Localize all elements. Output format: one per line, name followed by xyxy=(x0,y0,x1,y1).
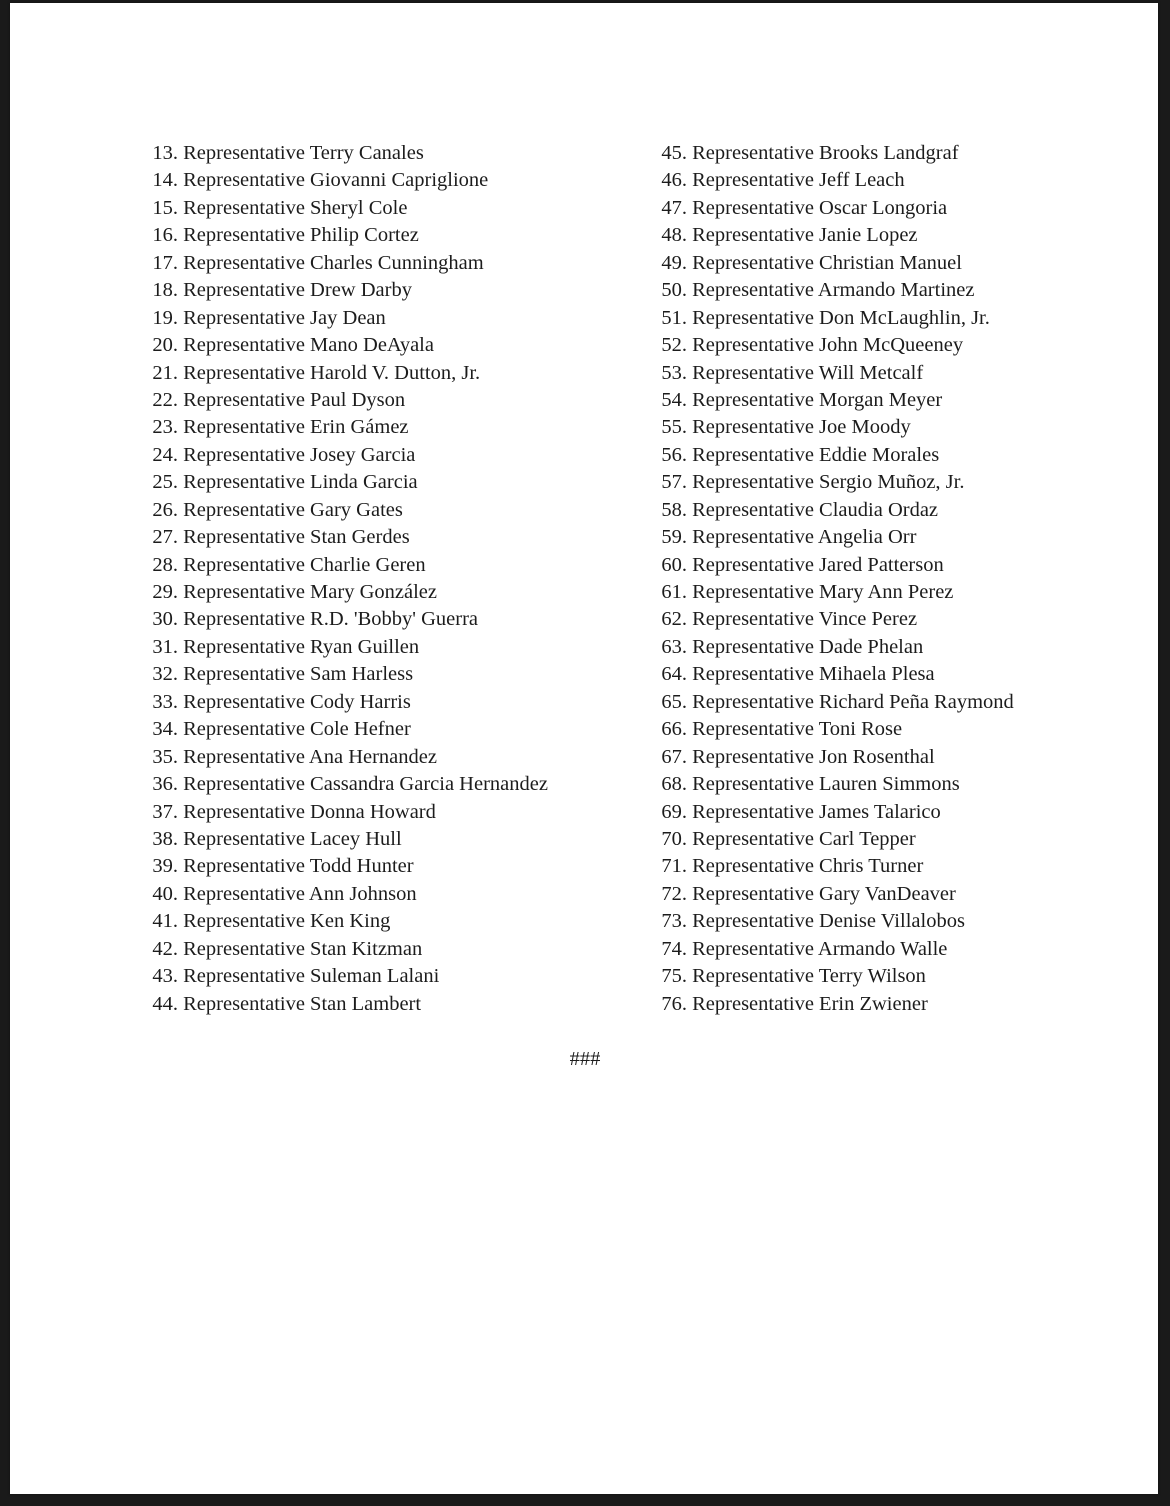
representative-name: Representative Sam Harless xyxy=(183,663,414,686)
representative-name: Representative Oscar Longoria xyxy=(692,196,948,219)
representative-name: Representative Mano DeAyala xyxy=(183,334,434,357)
list-item xyxy=(649,277,1014,304)
list-item xyxy=(649,332,1014,359)
list-item xyxy=(140,140,548,167)
list-item xyxy=(649,661,1014,688)
representative-name: Representative Ken King xyxy=(183,910,391,933)
list-item-number: 49. xyxy=(661,251,687,274)
representative-name: Representative Janie Lopez xyxy=(692,224,918,247)
document-page xyxy=(10,3,1158,1494)
list-item-number: 30. xyxy=(152,608,178,631)
representative-name: Representative Mihaela Plesa xyxy=(692,663,935,686)
representative-name: Representative Mary Ann Perez xyxy=(692,581,954,603)
list-item-number: 51. xyxy=(661,306,687,329)
representative-name: Representative Jon Rosenthal xyxy=(692,745,935,768)
list-item xyxy=(649,579,1014,606)
list-item xyxy=(649,634,1014,661)
list-item xyxy=(649,799,1014,826)
list-item-number: 16. xyxy=(152,224,178,247)
list-item-number: 26. xyxy=(152,498,178,521)
list-item xyxy=(140,606,548,633)
list-item xyxy=(140,661,548,688)
representative-name: Representative Denise Villalobos xyxy=(692,910,965,933)
list-item-number: 39. xyxy=(152,855,178,878)
list-item-number: 28. xyxy=(152,553,178,576)
list-item-number: 21. xyxy=(152,361,178,384)
list-item-number: 34. xyxy=(152,718,178,741)
list-item-number: 32. xyxy=(152,663,178,686)
list-item xyxy=(649,689,1014,716)
list-item-number: 20. xyxy=(152,334,178,357)
list-item xyxy=(140,167,548,194)
list-item xyxy=(649,250,1014,277)
list-item xyxy=(649,497,1014,524)
list-item xyxy=(649,991,1014,1018)
list-item xyxy=(140,771,548,798)
list-item xyxy=(649,552,1014,579)
list-item-number: 56. xyxy=(661,443,687,466)
list-item xyxy=(649,469,1014,496)
left-column-list xyxy=(140,140,548,1018)
list-item-number: 29. xyxy=(152,581,178,603)
representative-name: Representative Cody Harris xyxy=(183,690,411,713)
list-item-number: 71. xyxy=(661,855,687,878)
list-item-number: 15. xyxy=(152,196,178,219)
list-item-number: 37. xyxy=(152,800,178,823)
list-item xyxy=(649,305,1014,332)
representative-name: Representative Toni Rose xyxy=(692,718,903,741)
representative-name: Representative Will Metcalf xyxy=(692,361,924,384)
list-item xyxy=(140,908,548,935)
list-item-number: 69. xyxy=(661,800,687,823)
representative-name: Representative Cassandra Garcia Hernandez xyxy=(183,773,548,796)
list-item xyxy=(649,826,1014,853)
list-item xyxy=(649,140,1014,167)
representative-name: Representative Joe Moody xyxy=(692,416,911,439)
list-item xyxy=(140,195,548,222)
list-item xyxy=(140,469,548,496)
representative-name: Representative Claudia Ordaz xyxy=(692,498,939,521)
list-item-number: 46. xyxy=(661,169,687,192)
list-item-number: 67. xyxy=(661,745,687,768)
representative-name: Representative Angelia Orr xyxy=(692,526,917,549)
list-item xyxy=(140,524,548,551)
list-item-number: 50. xyxy=(661,279,687,302)
representative-name: Representative Philip Cortez xyxy=(183,224,419,247)
representative-name: Representative Ana Hernandez xyxy=(183,745,437,768)
list-item xyxy=(649,744,1014,771)
representative-name: Representative James Talarico xyxy=(692,800,941,823)
representative-name: Representative Sergio Muñoz, Jr. xyxy=(692,471,965,494)
end-mark: ### xyxy=(569,1048,601,1070)
list-item xyxy=(140,497,548,524)
representative-name: Representative John McQueeney xyxy=(692,334,964,357)
representative-name: Representative Stan Gerdes xyxy=(183,526,410,549)
representative-name: Representative Lauren Simmons xyxy=(692,773,960,796)
representative-name: Representative Eddie Morales xyxy=(692,443,940,466)
list-item-number: 64. xyxy=(661,663,687,686)
list-item xyxy=(140,991,548,1018)
list-item-number: 62. xyxy=(661,608,687,631)
representative-name: Representative Josey Garcia xyxy=(183,443,416,466)
list-item-number: 60. xyxy=(661,553,687,576)
list-item xyxy=(649,936,1014,963)
list-item-number: 63. xyxy=(661,635,687,658)
list-item xyxy=(649,414,1014,441)
representative-name: Representative Ryan Guillen xyxy=(183,635,420,658)
representative-name: Representative Charlie Geren xyxy=(183,553,426,576)
list-item-number: 48. xyxy=(661,224,687,247)
list-item-number: 65. xyxy=(661,690,687,713)
list-item xyxy=(140,250,548,277)
list-item xyxy=(649,524,1014,551)
representative-name: Representative Jay Dean xyxy=(183,306,386,329)
list-item-number: 18. xyxy=(152,279,178,302)
list-item xyxy=(140,414,548,441)
representative-name: Representative Stan Kitzman xyxy=(183,937,423,960)
representative-name: Representative Mary González xyxy=(183,581,437,603)
list-item-number: 41. xyxy=(152,910,178,933)
list-item-number: 58. xyxy=(661,498,687,521)
list-item xyxy=(140,579,548,606)
representative-name: Representative Giovanni Capriglione xyxy=(183,169,489,192)
representative-name: Representative Armando Martinez xyxy=(692,279,975,302)
representative-name: Representative Jeff Leach xyxy=(692,169,905,192)
list-item-number: 33. xyxy=(152,690,178,713)
representative-name: Representative Stan Lambert xyxy=(183,992,422,1015)
list-item-number: 76. xyxy=(661,992,687,1015)
representative-name: Representative Brooks Landgraf xyxy=(692,142,959,164)
representative-name: Representative Christian Manuel xyxy=(692,251,962,274)
representative-name: Representative Charles Cunningham xyxy=(183,251,484,274)
list-item xyxy=(649,963,1014,990)
list-item-number: 13. xyxy=(152,142,178,164)
list-item xyxy=(649,716,1014,743)
list-item xyxy=(649,606,1014,633)
representative-name: Representative Richard Peña Raymond xyxy=(692,690,1014,713)
representative-name: Representative R.D. 'Bobby' Guerra xyxy=(183,608,479,631)
list-item xyxy=(140,881,548,908)
list-item xyxy=(140,305,548,332)
representative-name: Representative Vince Perez xyxy=(692,608,918,631)
list-item-number: 31. xyxy=(152,635,178,658)
representative-name: Representative Chris Turner xyxy=(692,855,924,878)
list-item xyxy=(140,442,548,469)
representative-name: Representative Cole Hefner xyxy=(183,718,411,741)
list-item xyxy=(140,634,548,661)
list-item-number: 43. xyxy=(152,965,178,988)
list-item-number: 68. xyxy=(661,773,687,796)
representative-name: Representative Armando Walle xyxy=(692,937,948,960)
representative-name: Representative Gary VanDeaver xyxy=(692,882,956,905)
list-item-number: 14. xyxy=(152,169,178,192)
list-item-number: 74. xyxy=(661,937,687,960)
representative-name: Representative Todd Hunter xyxy=(183,855,414,878)
representative-name: Representative Lacey Hull xyxy=(183,827,402,850)
list-item-number: 23. xyxy=(152,416,178,439)
representative-name: Representative Terry Canales xyxy=(183,142,424,164)
representative-name: Representative Dade Phelan xyxy=(692,635,924,658)
representative-name: Representative Gary Gates xyxy=(183,498,403,521)
list-item-number: 61. xyxy=(661,581,687,603)
list-item xyxy=(140,963,548,990)
list-item xyxy=(140,799,548,826)
representative-name: Representative Morgan Meyer xyxy=(692,388,943,411)
list-item-number: 72. xyxy=(661,882,687,905)
list-item-number: 40. xyxy=(152,882,178,905)
list-item xyxy=(140,853,548,880)
representative-name: Representative Linda Garcia xyxy=(183,471,418,494)
list-item-number: 54. xyxy=(661,388,687,411)
list-item-number: 75. xyxy=(661,965,687,988)
list-item xyxy=(140,277,548,304)
list-item-number: 59. xyxy=(661,526,687,549)
list-item-number: 35. xyxy=(152,745,178,768)
list-item-number: 52. xyxy=(661,334,687,357)
list-item-number: 70. xyxy=(661,827,687,850)
list-item xyxy=(140,387,548,414)
list-item-number: 38. xyxy=(152,827,178,850)
representative-name: Representative Terry Wilson xyxy=(692,965,926,988)
list-item xyxy=(649,771,1014,798)
representative-name: Representative Paul Dyson xyxy=(183,388,406,411)
representative-name: Representative Harold V. Dutton, Jr. xyxy=(183,361,481,384)
list-item xyxy=(140,936,548,963)
representative-name: Representative Erin Zwiener xyxy=(692,992,928,1015)
list-item-number: 27. xyxy=(152,526,178,549)
list-item-number: 73. xyxy=(661,910,687,933)
representative-name: Representative Suleman Lalani xyxy=(183,965,440,988)
list-item xyxy=(649,881,1014,908)
right-column-list xyxy=(649,140,1014,1018)
list-item xyxy=(649,387,1014,414)
list-item-number: 55. xyxy=(661,416,687,439)
list-item-number: 25. xyxy=(152,471,178,494)
list-item xyxy=(140,716,548,743)
list-item-number: 66. xyxy=(661,718,687,741)
representative-name: Representative Sheryl Cole xyxy=(183,196,408,219)
list-item xyxy=(140,332,548,359)
list-item-number: 57. xyxy=(661,471,687,494)
representative-name: Representative Drew Darby xyxy=(183,279,412,302)
representative-name: Representative Donna Howard xyxy=(183,800,436,823)
list-item-number: 17. xyxy=(152,251,178,274)
representative-name: Representative Don McLaughlin, Jr. xyxy=(692,306,990,329)
list-item-number: 47. xyxy=(661,196,687,219)
list-item xyxy=(649,442,1014,469)
list-item-number: 24. xyxy=(152,443,178,466)
representative-name: Representative Carl Tepper xyxy=(692,827,916,850)
list-item-number: 22. xyxy=(152,388,178,411)
list-item-number: 44. xyxy=(152,992,178,1015)
list-item xyxy=(649,908,1014,935)
list-item xyxy=(649,195,1014,222)
list-item xyxy=(649,167,1014,194)
list-item-number: 19. xyxy=(152,306,178,329)
list-item-number: 36. xyxy=(152,773,178,796)
list-item-number: 45. xyxy=(661,142,687,164)
list-item xyxy=(140,222,548,249)
list-item xyxy=(649,360,1014,387)
list-item xyxy=(140,689,548,716)
representative-name: Representative Ann Johnson xyxy=(183,882,417,905)
list-item-number: 42. xyxy=(152,937,178,960)
list-item xyxy=(649,222,1014,249)
representative-name: Representative Jared Patterson xyxy=(692,553,944,576)
list-item xyxy=(140,360,548,387)
list-item xyxy=(140,552,548,579)
list-item xyxy=(649,853,1014,880)
list-item-number: 53. xyxy=(661,361,687,384)
list-item xyxy=(140,826,548,853)
list-item xyxy=(140,744,548,771)
representative-name: Representative Erin Gámez xyxy=(183,416,409,439)
